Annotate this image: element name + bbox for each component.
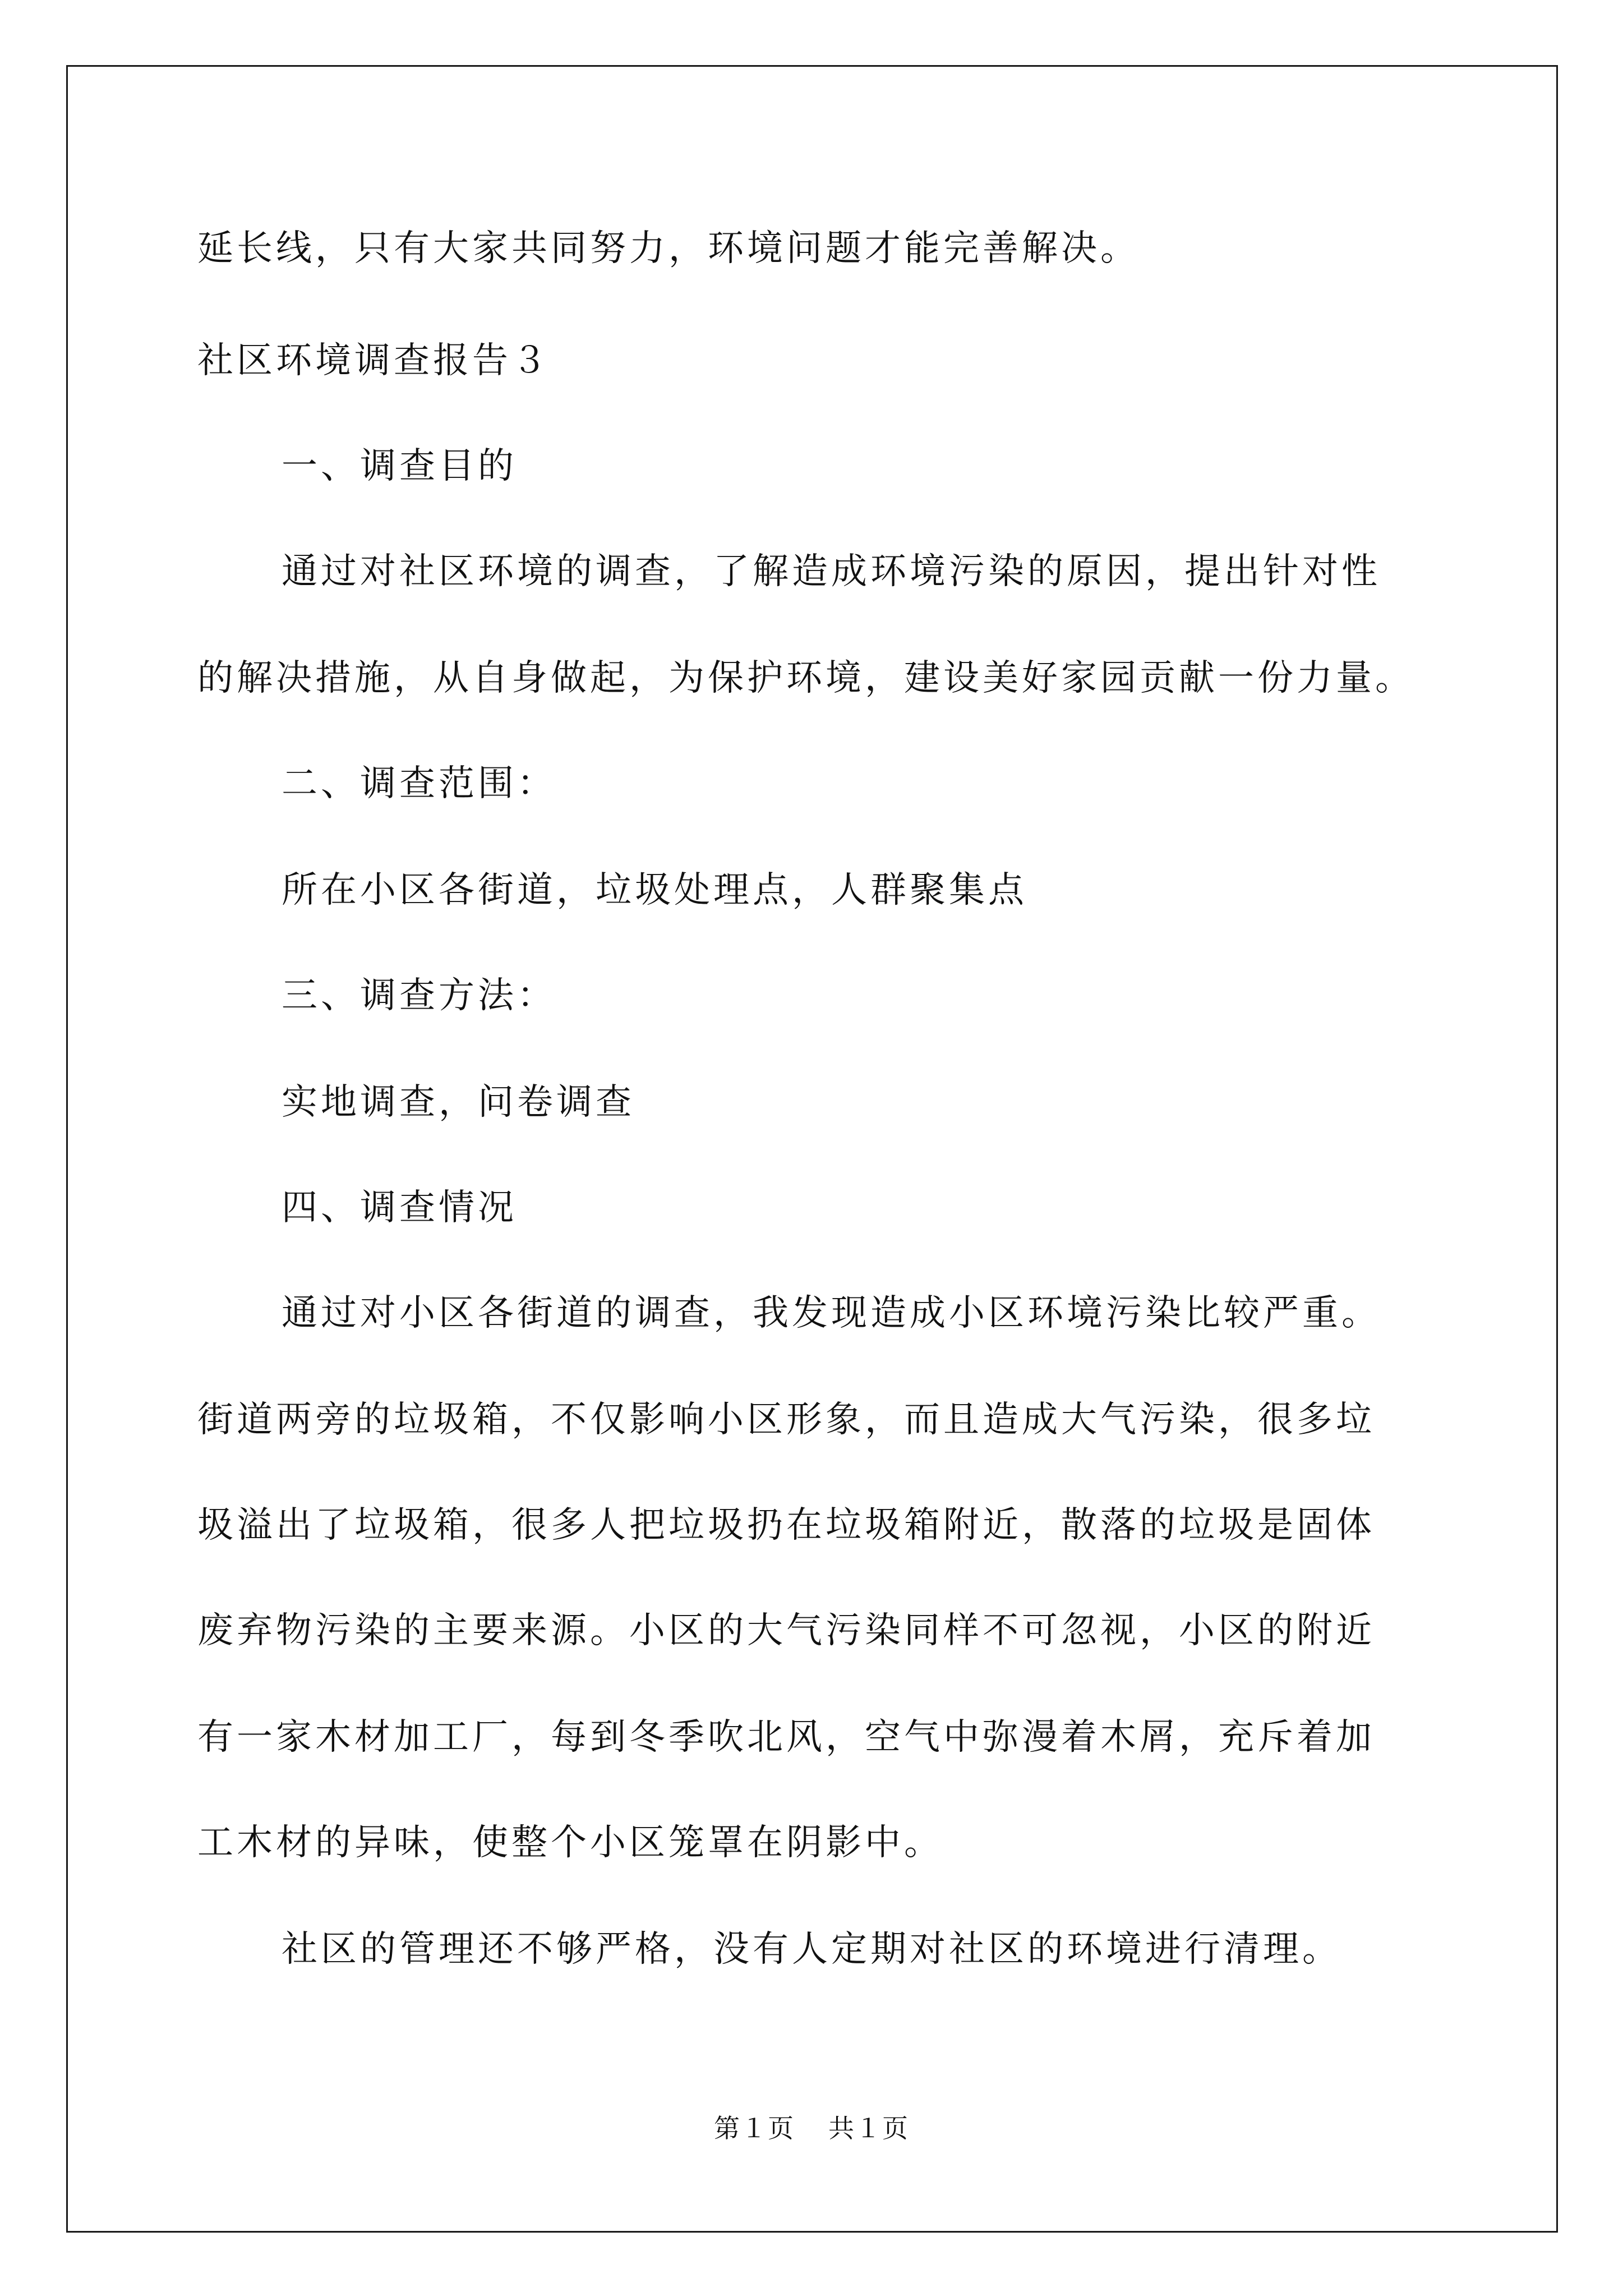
paragraph-line: 的解决措施，从自身做起，为保护环境，建设美好家园贡献一份力量。 <box>197 657 1414 699</box>
paragraph-line: 工木材的异味，使整个小区笼罩在阴影中。 <box>197 1822 943 1864</box>
section-heading: 社区环境调查报告３ <box>197 340 551 381</box>
paragraph-line: 通过对小区各街道的调查，我发现造成小区环境污染比较严重。 <box>282 1292 1381 1334</box>
page-footer <box>0 2111 1623 2145</box>
paragraph-line: 所在小区各街道，垃圾处理点，人群聚集点 <box>282 869 1027 911</box>
paragraph-line: 延长线，只有大家共同努力，环境问题才能完善解决。 <box>197 228 1140 269</box>
paragraph-line: 圾溢出了垃圾箱，很多人把垃圾扔在垃圾箱附近，散落的垃圾是固体 <box>197 1504 1375 1546</box>
subheading-situation: 四、调查情况 <box>282 1187 517 1228</box>
subheading-method: 三、调查方法： <box>282 975 556 1016</box>
subheading-purpose: 一、调查目的 <box>282 445 517 487</box>
paragraph-line: 社区的管理还不够严格，没有人定期对社区的环境进行清理。 <box>282 1929 1341 1970</box>
paragraph-line: 街道两旁的垃圾箱，不仅影响小区形象，而且造成大气污染，很多垃 <box>197 1399 1375 1441</box>
page-border <box>66 65 1558 2233</box>
paragraph-line: 有一家木材加工厂，每到冬季吹北风，空气中弥漫着木屑，充斥着加 <box>197 1717 1375 1758</box>
page-number-total: 共１页 <box>828 2113 909 2143</box>
page-number-current: 第１页 <box>714 2113 795 2143</box>
paragraph-line: 实地调查，问卷调查 <box>282 1082 635 1123</box>
paragraph-line: 通过对社区环境的调查，了解造成环境污染的原因，提出针对性 <box>282 551 1381 592</box>
subheading-scope: 二、调查范围： <box>282 763 556 804</box>
paragraph-line: 废弃物污染的主要来源。小区的大气污染同样不可忽视，小区的附近 <box>197 1610 1375 1651</box>
